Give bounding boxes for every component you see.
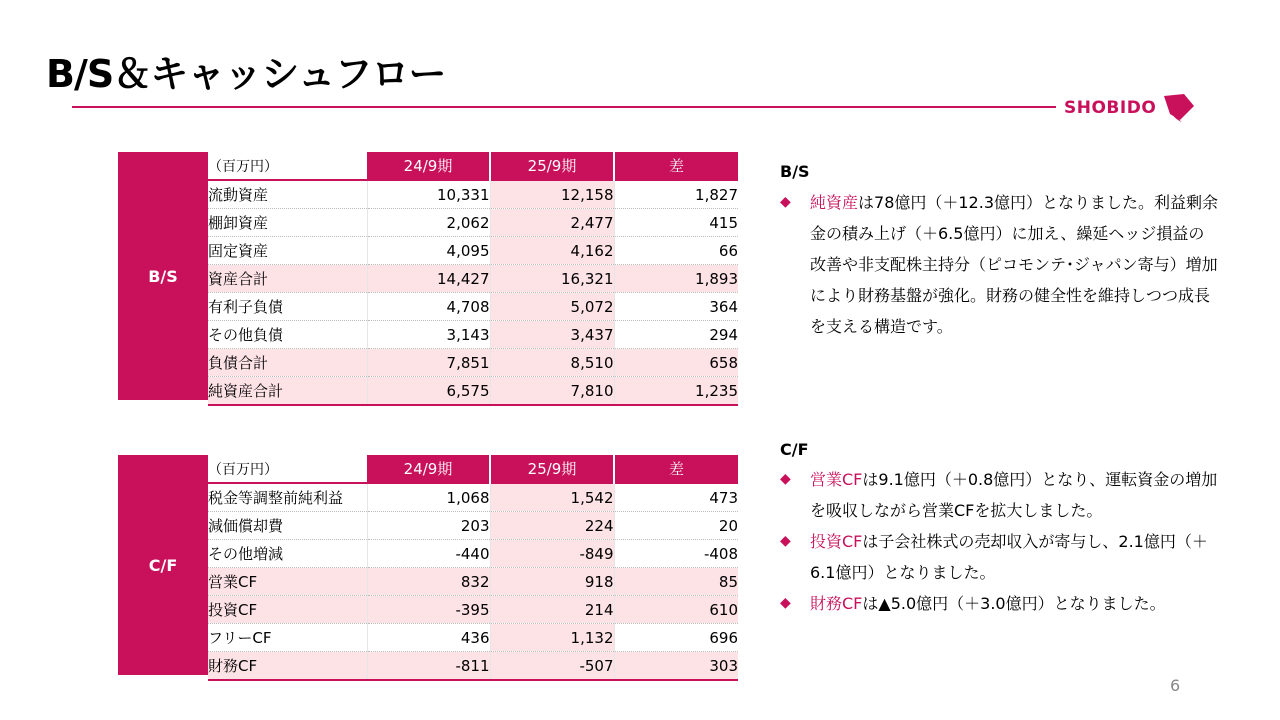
row-label: その他負債 xyxy=(208,326,284,344)
value-prev: 832 xyxy=(367,568,490,596)
bs-header-row xyxy=(208,152,738,180)
value-prev: 436 xyxy=(367,624,490,652)
table-row xyxy=(208,265,738,293)
table-row xyxy=(208,652,738,681)
value-prev: 3,143 xyxy=(367,321,490,349)
value-prev: -440 xyxy=(367,540,490,568)
value-prev: -395 xyxy=(367,596,490,624)
value-diff: 364 xyxy=(614,293,738,321)
cf-col-header-curr: 25/9期 xyxy=(490,455,614,483)
logo-mark-icon xyxy=(1158,90,1196,124)
bullet-text: は78億円（＋12.3億円）となりました。利益剰余金の積み上げ（＋6.5億円）に加え、繰延ヘッジ損益の改善や非支配株主持分（ピコモンテ･ジャパン寄与）増加により財務基盤が強化。財務の健全性を維持しつつ成長を支える構造です。 xyxy=(810,193,1219,336)
value-diff: 66 xyxy=(614,237,738,265)
value-prev: 14,427 xyxy=(367,265,490,293)
value-curr: 2,477 xyxy=(490,209,614,237)
diamond-icon: ◆ xyxy=(780,194,791,210)
value-curr: 1,542 xyxy=(490,483,614,512)
value-diff: 1,235 xyxy=(614,377,738,406)
row-label: 棚卸資産 xyxy=(208,214,269,232)
table-row xyxy=(208,540,738,568)
bs-unit-label: （百万円） xyxy=(208,152,367,180)
value-diff: -408 xyxy=(614,540,738,568)
value-curr: 214 xyxy=(490,596,614,624)
value-diff: 1,893 xyxy=(614,265,738,293)
table-row xyxy=(208,377,738,406)
table-row xyxy=(208,209,738,237)
value-diff: 85 xyxy=(614,568,738,596)
bs-block xyxy=(118,152,738,400)
row-label: 営業CF xyxy=(208,568,367,596)
value-diff: 1,827 xyxy=(614,180,738,209)
cf-comment-bullet xyxy=(780,588,1220,619)
table-row xyxy=(208,180,738,209)
value-curr: 8,510 xyxy=(490,349,614,377)
cf-header-row xyxy=(208,455,738,483)
table-row xyxy=(208,237,738,265)
value-prev: 2,062 xyxy=(367,209,490,237)
value-diff: 20 xyxy=(614,512,738,540)
bullet-highlight: 投資CF xyxy=(810,532,863,551)
row-label: 負債合計 xyxy=(208,349,367,377)
table-row xyxy=(208,293,738,321)
value-curr: 224 xyxy=(490,512,614,540)
diamond-icon: ◆ xyxy=(780,471,791,487)
value-curr: -849 xyxy=(490,540,614,568)
row-label: 資産合計 xyxy=(208,265,367,293)
bullet-text: は9.1億円（＋0.8億円）となり、運転資金の増加を吸収しながら営業CFを拡大しました。 xyxy=(810,470,1218,520)
value-prev: 1,068 xyxy=(367,483,490,512)
row-label: 流動資産 xyxy=(208,186,269,204)
table-row xyxy=(208,596,738,624)
cf-col-header-prev: 24/9期 xyxy=(367,455,490,483)
bs-comment-list xyxy=(780,187,1220,342)
bullet-text: は▲5.0億円（＋3.0億円）となりました。 xyxy=(862,594,1166,613)
page-number: 6 xyxy=(1170,676,1181,695)
row-label: 減価償却費 xyxy=(208,517,284,535)
value-diff: 610 xyxy=(614,596,738,624)
row-label: フリーCF xyxy=(208,629,272,647)
bs-comment-heading: B/S xyxy=(780,162,810,181)
diamond-icon: ◆ xyxy=(780,533,791,549)
cf-comment-bullet xyxy=(780,526,1220,588)
bs-col-header-diff: 差 xyxy=(614,152,738,180)
row-label: 財務CF xyxy=(208,652,367,681)
value-diff: 658 xyxy=(614,349,738,377)
value-diff: 415 xyxy=(614,209,738,237)
value-prev: 4,708 xyxy=(367,293,490,321)
company-logo xyxy=(1064,90,1196,126)
value-curr: 16,321 xyxy=(490,265,614,293)
bullet-highlight: 営業CF xyxy=(810,470,863,489)
cf-table xyxy=(208,455,738,681)
title-divider xyxy=(72,106,1056,108)
value-curr: 5,072 xyxy=(490,293,614,321)
value-curr: -507 xyxy=(490,652,614,681)
value-curr: 3,437 xyxy=(490,321,614,349)
value-prev: 6,575 xyxy=(367,377,490,406)
row-label: 固定資産 xyxy=(208,242,269,260)
value-prev: -811 xyxy=(367,652,490,681)
cf-block xyxy=(118,455,738,675)
bs-col-header-prev: 24/9期 xyxy=(367,152,490,180)
table-row xyxy=(208,349,738,377)
table-row xyxy=(208,624,738,652)
bs-col-header-curr: 25/9期 xyxy=(490,152,614,180)
table-row xyxy=(208,568,738,596)
bs-table xyxy=(208,152,738,406)
cf-comment-bullet xyxy=(780,464,1220,526)
cf-col-header-diff: 差 xyxy=(614,455,738,483)
cf-comment-heading: C/F xyxy=(780,440,809,459)
value-diff: 473 xyxy=(614,483,738,512)
value-curr: 12,158 xyxy=(490,180,614,209)
value-curr: 1,132 xyxy=(490,624,614,652)
value-prev: 7,851 xyxy=(367,349,490,377)
cf-comment-list xyxy=(780,464,1220,619)
cf-unit-label: （百万円） xyxy=(208,455,367,483)
bs-side-label: B/S xyxy=(118,152,208,400)
bs-comment-bullet xyxy=(780,187,1220,342)
bullet-text: は子会社株式の売却収入が寄与し、2.1億円（＋6.1億円）となりました。 xyxy=(810,532,1208,582)
table-row xyxy=(208,321,738,349)
page-title: B/S＆キャッシュフロー xyxy=(46,52,446,96)
value-diff: 294 xyxy=(614,321,738,349)
diamond-icon: ◆ xyxy=(780,595,791,611)
value-diff: 696 xyxy=(614,624,738,652)
value-prev: 4,095 xyxy=(367,237,490,265)
value-prev: 10,331 xyxy=(367,180,490,209)
value-curr: 4,162 xyxy=(490,237,614,265)
row-label: 有利子負債 xyxy=(208,298,284,316)
value-prev: 203 xyxy=(367,512,490,540)
cf-side-label: C/F xyxy=(118,455,208,675)
row-label: 投資CF xyxy=(208,596,367,624)
value-curr: 7,810 xyxy=(490,377,614,406)
value-diff: 303 xyxy=(614,652,738,681)
bullet-highlight: 純資産 xyxy=(810,193,859,212)
row-label: 税金等調整前純利益 xyxy=(208,489,344,507)
bullet-highlight: 財務CF xyxy=(810,594,863,613)
row-label: その他増減 xyxy=(208,545,284,563)
table-row xyxy=(208,512,738,540)
logo-text: SHOBIDO xyxy=(1064,98,1157,118)
value-curr: 918 xyxy=(490,568,614,596)
table-row xyxy=(208,483,738,512)
row-label: 純資産合計 xyxy=(208,377,367,406)
